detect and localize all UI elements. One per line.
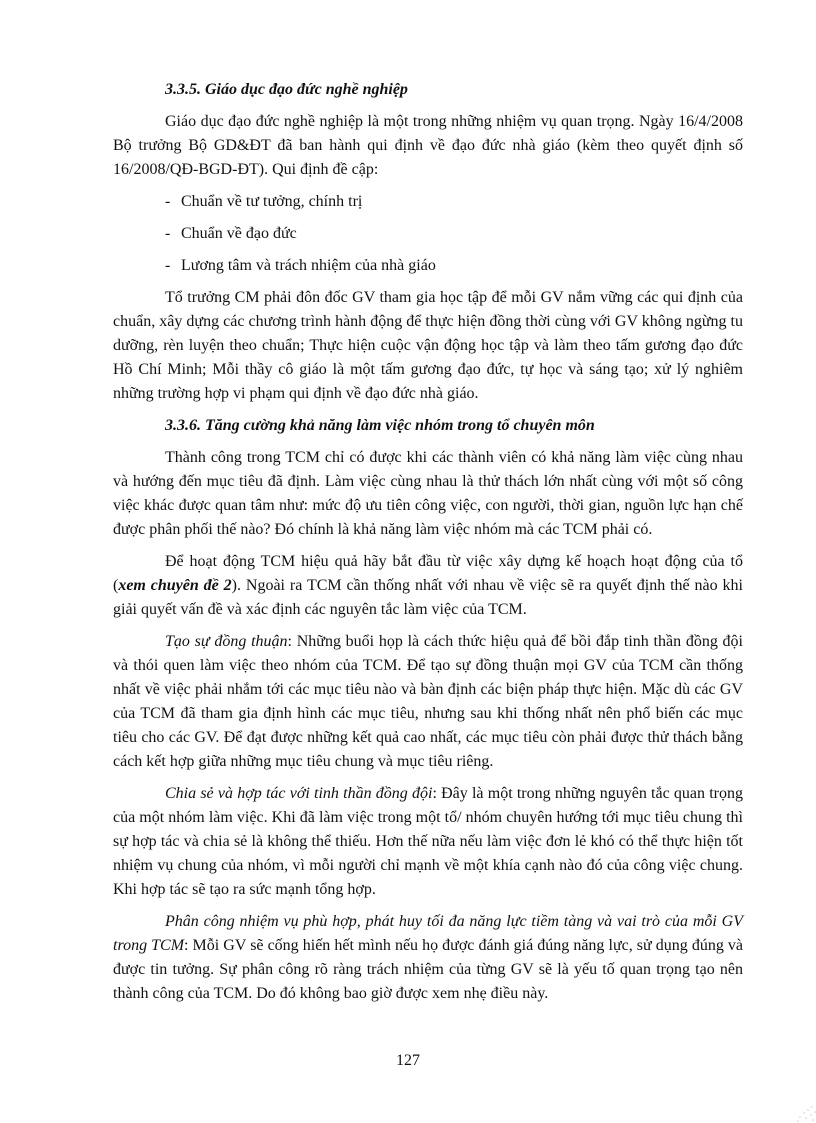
list-item-text: Chuẩn về đạo đức	[181, 225, 297, 242]
list-item	[113, 190, 743, 214]
paragraph-lead: Phân công nhiệm vụ phù hợp, phát huy tối đa năng lực tiềm tàng và vai trò của mỗi GV trong TCM	[113, 913, 743, 954]
paragraph-lead: Tạo sự đồng thuận	[165, 633, 288, 650]
list-item-text: Chuẩn về tư tưởng, chính trị	[181, 193, 363, 210]
paragraph-lead: Chia sẻ và hợp tác với tinh thần đồng đội	[165, 785, 433, 802]
bullet-marker: -	[165, 257, 171, 274]
paragraph: Giáo dục đạo đức nghề nghiệp là một trong những nhiệm vụ quan trọng. Ngày 16/4/2008 Bộ trưởng Bộ GD&ĐT đã ban hành qui định về đạo đức nhà giáo (kèm theo quyết định số 16/2008/QĐ-BGD-ĐT). Qui định đề cập:	[113, 113, 743, 178]
list-item	[113, 222, 743, 246]
page-content	[113, 78, 743, 1014]
corner-dots-decoration	[786, 1093, 816, 1123]
paragraph-text: Để hoạt động TCM hiệu quả hãy bắt đầu từ việc xây dựng kế hoạch hoạt động của tổ (	[113, 553, 743, 594]
section-heading-335: 3.3.5. Giáo dục đạo đức nghề nghiệp	[165, 81, 408, 98]
paragraph-text: : Đây là một trong những nguyên tắc quan trọng của một nhóm làm việc. Khi đã làm việc trong một tổ/ nhóm chuyên hướng tới mục tiêu chung thì sự hợp tác và chia sẻ là không thể thiếu. Hơn thế nữa nếu làm việc đơn lẻ khó có thể thực hiện tốt nhiệm vụ chung của nhóm, vì mỗi người chỉ mạnh về một khía cạnh nào đó của công việc chung. Khi hợp tác sẽ tạo ra sức mạnh tổng hợp.	[113, 785, 744, 898]
list-item-text: Lương tâm và trách nhiệm của nhà giáo	[181, 257, 436, 274]
list-item	[113, 254, 743, 278]
paragraph	[113, 782, 743, 902]
paragraph: Tổ trưởng CM phải đôn đốc GV tham gia học tập để mỗi GV nắm vững các qui định của chuẩn, xây dựng các chương trình hành động để thực hiện đồng thời cùng với GV không ngừng tu dưỡng, rèn luyện theo chuẩn; Thực hiện cuộc vận động học tập và làm theo tấm gương đạo đức Hồ Chí Minh; Mỗi thầy cô giáo là một tấm gương đạo đức, tự học và sáng tạo; xử lý nghiêm những trường hợp vi phạm qui định về đạo đức nhà giáo.	[113, 289, 743, 402]
paragraph-text: : Những buổi họp là cách thức hiệu quả để bồi đắp tinh thần đồng đội và thói quen làm việc theo nhóm của TCM. Để tạo sự đồng thuận mọi GV của TCM cần thống nhất về việc phải nhắm tới các mục tiêu nào và bàn định các biện pháp thực hiện. Mặc dù các GV của TCM đã tham gia định hình các mục tiêu, nhưng sau khi thống nhất nên phổ biến các mục tiêu cho các GV. Để đạt được những kết quả cao nhất, các mục tiêu còn phải được thử thách bằng cách kết hợp giữa những mục tiêu chung và mục tiêu riêng.	[113, 633, 744, 770]
cross-reference: xem chuyên đề 2	[118, 577, 232, 594]
paragraph-text: ). Ngoài ra TCM cần thống nhất với nhau về việc sẽ ra quyết định thế nào khi giải quyết vấn đề và xác định các nguyên tắc làm việc của TCM.	[113, 577, 743, 618]
section-heading-336: 3.3.6. Tăng cường khả năng làm việc nhóm trong tổ chuyên môn	[165, 417, 595, 434]
bullet-marker: -	[165, 225, 171, 242]
paragraph	[113, 550, 743, 622]
bullet-list	[113, 190, 743, 278]
paragraph-text: : Mỗi GV sẽ cống hiến hết mình nếu họ được đánh giá đúng năng lực, sử dụng đúng và được tin tưởng. Sự phân công rõ ràng trách nhiệm của từng GV sẽ là yếu tố quan trọng tạo nên thành công của TCM. Do đó không bao giờ được xem nhẹ điều này.	[113, 937, 743, 1002]
paragraph: Thành công trong TCM chỉ có được khi các thành viên có khả năng làm việc cùng nhau và hướng đến mục tiêu đã định. Làm việc cùng nhau là thử thách lớn nhất cùng với một số công việc khác được quan tâm như: mức độ ưu tiên công việc, con người, thời gian, nguồn lực hạn chế được phân phối thế nào? Đó chính là khả năng làm việc nhóm mà các TCM phải có.	[113, 449, 743, 538]
paragraph	[113, 910, 743, 1006]
paragraph	[113, 630, 743, 774]
page-number: 127	[396, 1052, 420, 1069]
bullet-marker: -	[165, 193, 171, 210]
